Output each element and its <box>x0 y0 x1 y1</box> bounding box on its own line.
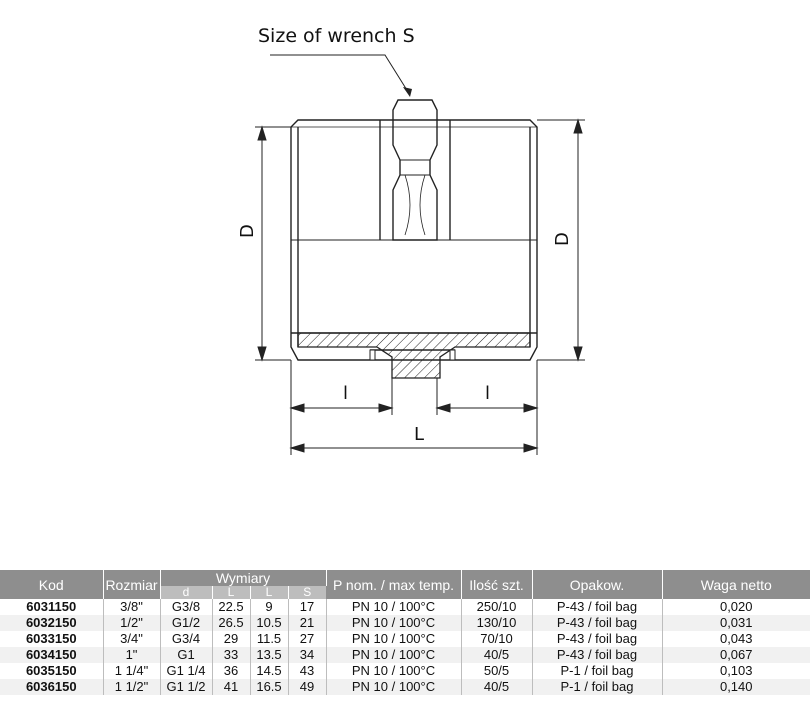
cell-d: G1 1/4 <box>160 663 212 679</box>
header-rozmiar: Rozmiar <box>103 570 160 599</box>
cell-opakow: P-1 / foil bag <box>532 679 662 695</box>
cell-l: 9 <box>250 599 288 615</box>
cell-opakow: P-1 / foil bag <box>532 663 662 679</box>
header-waga: Waga netto <box>662 570 810 599</box>
cell-opakow: P-43 / foil bag <box>532 599 662 615</box>
table-row <box>0 599 810 615</box>
cell-S: 43 <box>288 663 326 679</box>
dimension-d-right-label: D <box>551 232 573 246</box>
cell-d: G1 1/2 <box>160 679 212 695</box>
cell-d: G3/8 <box>160 599 212 615</box>
cell-waga: 0,103 <box>662 663 810 679</box>
table-row <box>0 647 810 663</box>
cell-ilosc: 50/5 <box>461 663 532 679</box>
cell-d: G1/2 <box>160 615 212 631</box>
cell-S: 17 <box>288 599 326 615</box>
cell-rozmiar: 3/4" <box>103 631 160 647</box>
cell-kod: 6036150 <box>0 679 103 695</box>
header-opakow: Opakow. <box>532 570 662 599</box>
cell-S: 27 <box>288 631 326 647</box>
cell-kod: 6035150 <box>0 663 103 679</box>
cell-L: 41 <box>212 679 250 695</box>
cell-l: 11.5 <box>250 631 288 647</box>
cell-rozmiar: 1 1/2" <box>103 679 160 695</box>
cell-pnom: PN 10 / 100°C <box>326 663 461 679</box>
cell-ilosc: 250/10 <box>461 599 532 615</box>
cell-ilosc: 40/5 <box>461 679 532 695</box>
header-kod: Kod <box>0 570 103 599</box>
cell-pnom: PN 10 / 100°C <box>326 615 461 631</box>
cell-L: 36 <box>212 663 250 679</box>
cell-l: 14.5 <box>250 663 288 679</box>
cell-waga: 0,031 <box>662 615 810 631</box>
cell-S: 21 <box>288 615 326 631</box>
header-S: S <box>288 586 326 599</box>
cell-pnom: PN 10 / 100°C <box>326 631 461 647</box>
header-l: L <box>250 586 288 599</box>
cell-L: 33 <box>212 647 250 663</box>
table-row <box>0 679 810 695</box>
dimension-d-left-label: D <box>236 224 258 238</box>
cell-rozmiar: 1 1/4" <box>103 663 160 679</box>
table-row <box>0 615 810 631</box>
cell-S: 34 <box>288 647 326 663</box>
cell-rozmiar: 3/8" <box>103 599 160 615</box>
cell-pnom: PN 10 / 100°C <box>326 647 461 663</box>
cell-pnom: PN 10 / 100°C <box>326 679 461 695</box>
cell-L: 29 <box>212 631 250 647</box>
cell-S: 49 <box>288 679 326 695</box>
cell-waga: 0,140 <box>662 679 810 695</box>
cell-l: 16.5 <box>250 679 288 695</box>
header-d: d <box>160 586 212 599</box>
cell-waga: 0,020 <box>662 599 810 615</box>
cell-d: G3/4 <box>160 631 212 647</box>
cell-ilosc: 40/5 <box>461 647 532 663</box>
header-L: L <box>212 586 250 599</box>
cell-l: 10.5 <box>250 615 288 631</box>
header-wymiary: Wymiary <box>160 570 326 586</box>
cell-d: G1 <box>160 647 212 663</box>
cell-ilosc: 130/10 <box>461 615 532 631</box>
cell-waga: 0,067 <box>662 647 810 663</box>
cell-kod: 6032150 <box>0 615 103 631</box>
cell-rozmiar: 1" <box>103 647 160 663</box>
cell-kod: 6033150 <box>0 631 103 647</box>
cell-l: 13.5 <box>250 647 288 663</box>
wrench-size-label: Size of wrench S <box>258 25 415 47</box>
dimension-L-label: L <box>414 424 425 445</box>
dimension-l-right-label: l <box>485 383 491 404</box>
header-ilosc: Ilość szt. <box>461 570 532 599</box>
specification-table <box>0 570 810 695</box>
cell-L: 22.5 <box>212 599 250 615</box>
cell-kod: 6034150 <box>0 647 103 663</box>
cell-opakow: P-43 / foil bag <box>532 615 662 631</box>
cell-opakow: P-43 / foil bag <box>532 631 662 647</box>
table-row <box>0 663 810 679</box>
cell-rozmiar: 1/2" <box>103 615 160 631</box>
cell-pnom: PN 10 / 100°C <box>326 599 461 615</box>
dimension-l-left-label: l <box>343 383 349 404</box>
table-row <box>0 631 810 647</box>
cell-L: 26.5 <box>212 615 250 631</box>
cell-opakow: P-43 / foil bag <box>532 647 662 663</box>
cell-waga: 0,043 <box>662 631 810 647</box>
header-pnom: P nom. / max temp. <box>326 570 461 599</box>
cell-kod: 6031150 <box>0 599 103 615</box>
cell-ilosc: 70/10 <box>461 631 532 647</box>
